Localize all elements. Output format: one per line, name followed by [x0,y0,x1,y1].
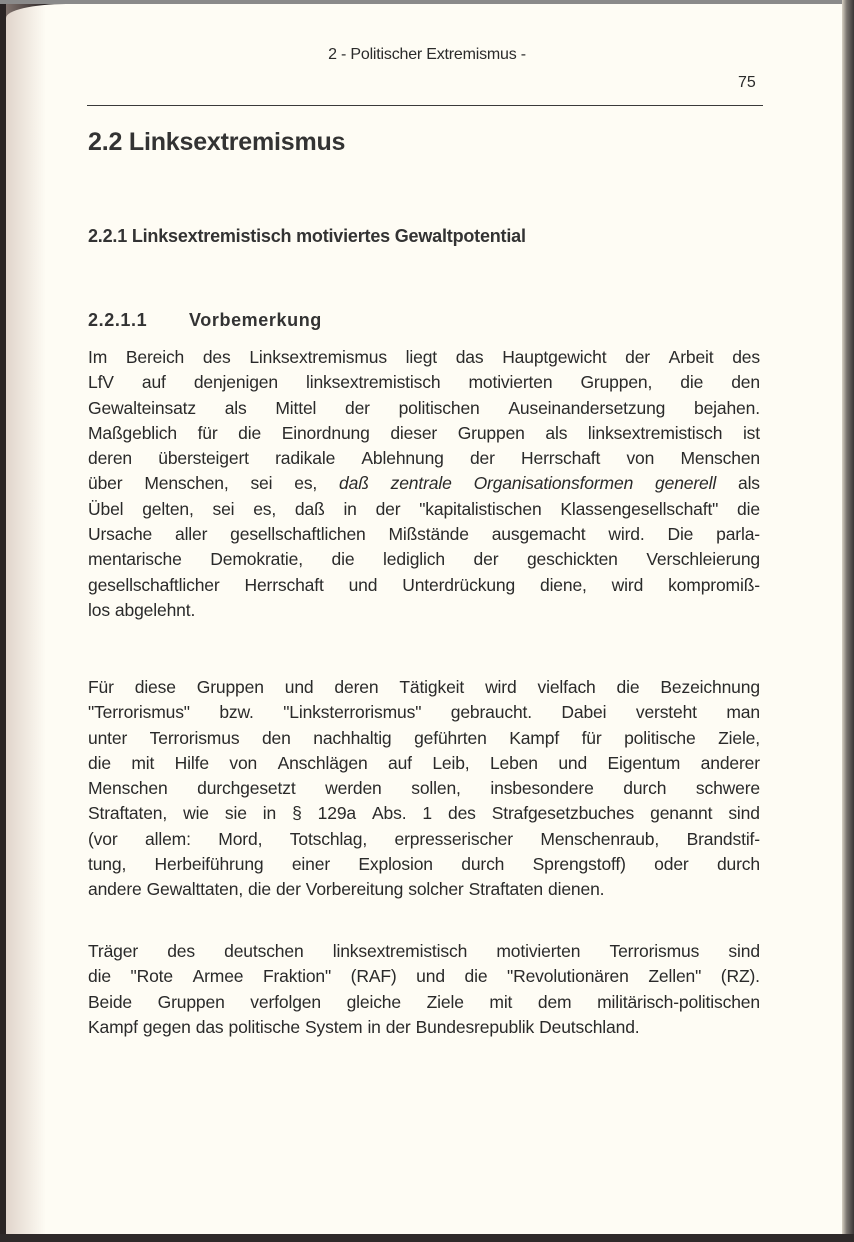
paragraph-2 [88,675,760,903]
text-line: die "Rote Armee Fraktion" (RAF) und die "Revolutionären Zellen" (RZ). [88,966,760,987]
text-line: Im Bereich des Linksextremismus liegt das Hauptgewicht der Arbeit des [88,347,760,367]
subsubsection-number: 2.2.1.1 [88,310,148,330]
text-line: Ursache aller gesellschaftlichen Mißstände ausgemacht wird. Die parla- [88,524,760,545]
subsection-heading: 2.2.1 Linksextremistisch motiviertes Gewaltpotential [88,226,526,246]
running-head: 2 - Politischer Extremismus - [328,46,526,63]
page-number: 75 [738,74,756,91]
text-line: Kampf gegen das politische System in der Bundesrepublik Deutschland. [88,1016,640,1037]
text-line: Gewalteinsatz als Mittel der politischen Auseinandersetzung bejahen. [88,397,760,418]
text-line: "Terrorismus" bzw. "Linksterrorismus" gebraucht. Dabei versteht man [88,702,760,723]
scan-bottom-edge [0,1234,854,1242]
text-line: tung, Herbeiführung einer Explosion durch Sprengstoff) oder durch [88,854,760,875]
text-line: mentarische Demokratie, die lediglich der geschickten Verschleierung [88,549,760,570]
subsubsection-title: Vorbemerkung [189,310,322,330]
text-line: Menschen durchgesetzt werden sollen, insbesondere durch schwere [88,778,760,799]
paragraph-1 [88,345,760,623]
text-line: über Menschen, sei es, daß zentrale Organisationsformen generell als [88,473,760,494]
page-right-edge [842,0,854,1242]
text-line: Für diese Gruppen und deren Tätigkeit wird vielfach die Bezeichnung [88,677,760,697]
text-line: los abgelehnt. [88,599,196,620]
text-line: unter Terrorismus den nachhaltig geführten Kampf für politische Ziele, [88,727,760,748]
text-line: Übel gelten, sei es, daß in der "kapitalistischen Klassengesellschaft" die [88,498,760,519]
header-rule [87,105,763,106]
text-line: Straftaten, wie sie in § 129a Abs. 1 des Strafgesetzbuches genannt sind [88,803,760,824]
text-line: LfV auf denjenigen linksextremistisch motivierten Gruppen, die den [88,372,760,393]
text-line: Maßgeblich für die Einordnung dieser Gruppen als linksextremistisch ist [88,422,760,443]
text-line: deren übersteigert radikale Ablehnung der Herrschaft von Menschen [88,448,760,469]
paragraph-3 [88,939,760,1040]
subsubsection-heading [88,310,322,331]
text-line: die mit Hilfe von Anschlägen auf Leib, Leben und Eigentum anderer [88,752,760,773]
text-line: gesellschaftlicher Herrschaft und Unterdrückung diene, wird kompromiß- [88,574,760,595]
text-line: andere Gewalttaten, die der Vorbereitung solcher Straftaten dienen. [88,879,605,900]
section-heading: 2.2 Linksextremismus [88,128,346,156]
text-line: Beide Gruppen verfolgen gleiche Ziele mit dem militärisch-politischen [88,991,760,1012]
text-line: Träger des deutschen linksextremistisch motivierten Terrorismus sind [88,941,760,961]
text-line: (vor allem: Mord, Totschlag, erpresserischer Menschenraub, Brandstif- [88,828,760,849]
